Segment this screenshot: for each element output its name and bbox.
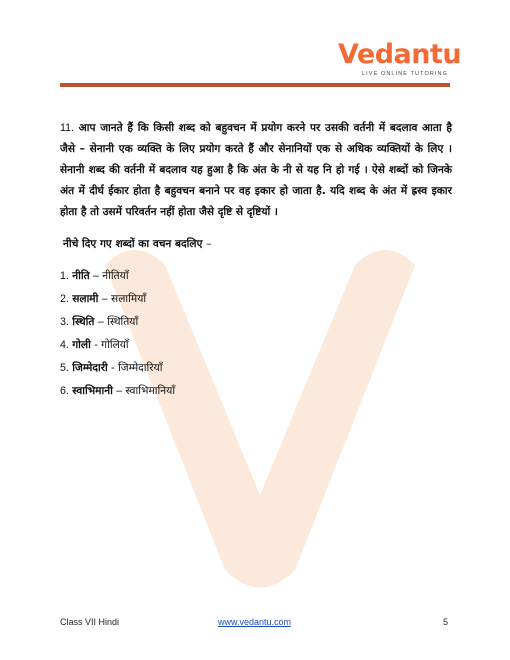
item-number: 4. [60, 339, 69, 351]
item-number: 1. [60, 270, 69, 282]
item-number: 3. [60, 316, 69, 328]
instruction-dash: – [206, 238, 212, 250]
item-separator: – [101, 293, 108, 305]
question-paragraph [60, 118, 452, 223]
question-text: आप जानते हैं कि किसी शब्द को बहुवचन में प्रयोग करने पर उसकी वर्तनी में बदलाव आता है जैसे – सेनानी एक व्यक्ति के लिए प्रयोग करते हैं और सेनानियों एक से अधिक व्यक्तियों के लिए । सेनानी शब्द की वर्तनी में बदलाव यह हुआ है कि अंत के नी से यह नि हो गई । ऐसे शब्दों को जिनके अंत में दीर्घ ईकार होता है बहुवचन बनाने पर वह इकार हो जाता है. यदि शब्द के अंत में ह्रस्व इकार होता है तो उसमें परिवर्तन नहीं होता जैसे दृष्टि से दृष्टियों । [60, 122, 452, 218]
item-word: जिम्मेदारी [72, 362, 108, 374]
list-item [60, 288, 452, 311]
item-word: सलामी [72, 293, 99, 305]
item-separator: – [97, 316, 104, 328]
footer-website-link[interactable]: www.vedantu.com [218, 617, 292, 627]
list-item [60, 334, 452, 357]
item-number: 2. [60, 293, 69, 305]
item-separator: - [111, 362, 115, 374]
logo-tagline: LIVE ONLINE TUTORING [362, 71, 448, 77]
item-word: स्थिति [72, 316, 95, 328]
item-separator: – [93, 270, 99, 282]
list-item [60, 265, 452, 288]
logo-wordmark: Vedantu [338, 39, 462, 70]
answer-list [60, 265, 452, 403]
item-number: 6. [60, 385, 69, 397]
item-answer: स्वाभिमानियाँ [125, 385, 176, 397]
item-word: स्वाभिमानी [72, 385, 113, 397]
footer-class-label: Class VII Hindi [60, 617, 120, 627]
item-answer: नीतियाँ [102, 270, 129, 282]
vedantu-logo [338, 39, 462, 77]
list-item [60, 357, 452, 380]
item-answer: स्थितियाँ [107, 316, 139, 328]
page-footer [60, 617, 452, 631]
list-item [60, 380, 452, 403]
header-divider [60, 83, 450, 87]
item-answer: जिम्मेदारियाँ [118, 362, 163, 374]
instruction-text: नीचे दिए गए शब्दों का वचन बदलिए [63, 238, 203, 250]
item-word: नीति [72, 270, 90, 282]
page-number: 5 [442, 617, 448, 627]
list-item [60, 311, 452, 334]
item-separator: - [94, 339, 98, 351]
item-word: गोली [72, 339, 91, 351]
item-number: 5. [60, 362, 69, 374]
question-number: 11. [60, 122, 74, 134]
item-answer: गोलियाँ [101, 339, 129, 351]
instruction [63, 235, 452, 253]
page-content [60, 118, 452, 403]
item-separator: – [116, 385, 123, 397]
item-answer: सलामियाँ [111, 293, 147, 305]
